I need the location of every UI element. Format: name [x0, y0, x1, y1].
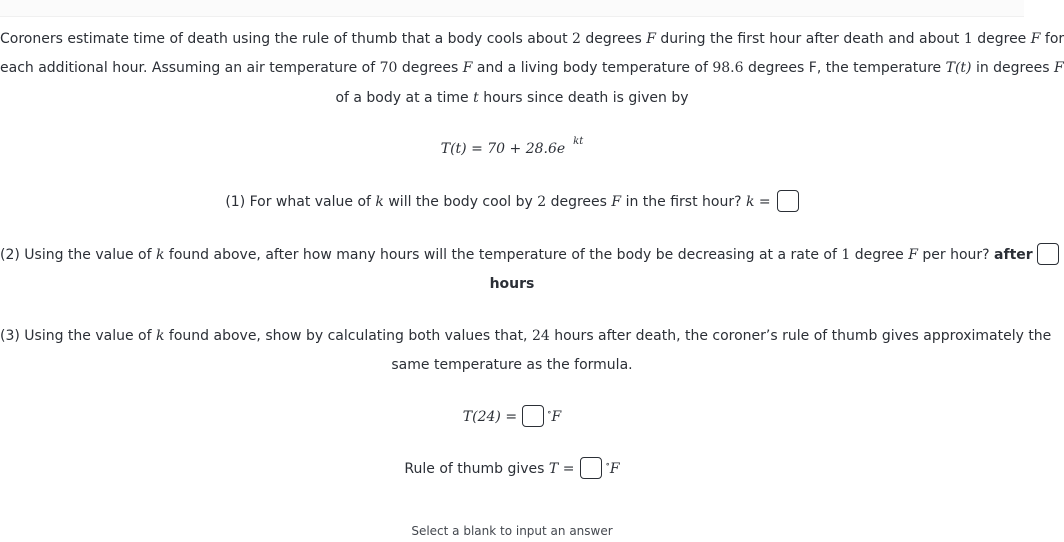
- question-text: hours after death, the coroner’s rule of thumb gives approximately the: [549, 328, 1052, 344]
- question-text: found above, after how many hours will the temperature of the body be decreasing at a rate of: [164, 247, 842, 263]
- math-number: 70: [379, 60, 398, 76]
- math-variable: F: [646, 31, 656, 47]
- math-variable: k: [155, 328, 165, 344]
- top-strip: [0, 0, 1024, 17]
- intro-text: and a living body temperature of: [472, 60, 713, 76]
- question-text: degrees: [546, 194, 612, 210]
- unit-fahrenheit: F: [609, 461, 620, 477]
- math-number: 2: [537, 194, 547, 210]
- math-number: 98.6: [712, 60, 744, 76]
- math-variable: k: [375, 194, 384, 210]
- question-3-line-2: same temperature as the formula.: [391, 357, 633, 373]
- answer-blank-rule-of-thumb[interactable]: [580, 457, 602, 479]
- math-variable: F: [462, 60, 473, 76]
- formula-exponent: kt: [573, 136, 584, 147]
- intro-text: for: [1040, 31, 1064, 47]
- math-variable: F: [908, 247, 918, 263]
- equals-sign: =: [754, 194, 771, 210]
- question-text: (2) Using the value of: [0, 247, 156, 263]
- intro-line-2: [0, 58, 1064, 78]
- intro-text: hours since death is given by: [478, 90, 689, 106]
- formula-expression: T(t) = 70 + 28.6e: [440, 141, 566, 157]
- intro-text: in degrees: [971, 60, 1054, 76]
- answer-blank-k[interactable]: [777, 190, 799, 212]
- intro-text: Coroners estimate time of death using the rule of thumb that a body cools about: [0, 31, 573, 47]
- formula: [0, 136, 1024, 161]
- math-number: 1: [841, 247, 851, 263]
- unit-fahrenheit: F: [551, 409, 562, 425]
- math-variable: k: [745, 194, 755, 210]
- question-3-line-1: [0, 326, 1052, 346]
- rule-of-thumb-row: [0, 458, 1024, 481]
- math-variable: F: [1053, 60, 1064, 76]
- question-text: will the body cool by: [383, 194, 538, 210]
- question-text: found above, show by calculating both values that,: [164, 328, 532, 344]
- t24-expression: T(24) =: [462, 409, 518, 425]
- rule-of-thumb-label: Rule of thumb gives: [404, 461, 549, 477]
- math-number: 24: [531, 328, 550, 344]
- question-text: (1) For what value of: [225, 194, 376, 210]
- math-number: 2: [572, 31, 581, 47]
- question-2: [0, 244, 1033, 266]
- math-variable: k: [155, 247, 165, 263]
- t24-row: [0, 406, 1024, 429]
- intro-line-3: [0, 88, 1024, 108]
- question-text: (3) Using the value of: [0, 328, 156, 344]
- math-variable: t: [473, 90, 479, 106]
- question-1: [0, 191, 1024, 213]
- intro-text: degrees: [397, 60, 463, 76]
- math-expression: T(t): [945, 60, 972, 76]
- equals-sign: =: [558, 461, 575, 477]
- intro-text: each additional hour. Assuming an air temperature of: [0, 60, 380, 76]
- hours-label: hours: [489, 276, 535, 292]
- math-variable: F: [1030, 31, 1041, 47]
- degree-symbol: ∘: [547, 408, 552, 418]
- intro-text: degree: [972, 31, 1031, 47]
- intro-text: degrees: [580, 31, 647, 47]
- question-text: in the first hour?: [621, 194, 746, 210]
- math-variable: T: [548, 461, 559, 477]
- intro-text: degrees F, the temperature: [743, 60, 946, 76]
- after-label: after: [994, 247, 1033, 263]
- intro-line-1: [0, 29, 1064, 49]
- intro-text: during the first hour after death and about: [655, 31, 964, 47]
- input-hint: Select a blank to input an answer: [411, 524, 613, 538]
- math-number: 1: [963, 31, 973, 47]
- question-text: per hour?: [917, 247, 995, 263]
- answer-blank-t24[interactable]: [522, 405, 544, 427]
- intro-text: of a body at a time: [335, 90, 474, 106]
- question-text: degree: [850, 247, 909, 263]
- answer-blank-hours[interactable]: [1037, 243, 1059, 265]
- math-variable: F: [611, 194, 622, 210]
- degree-symbol: ∘: [605, 460, 610, 470]
